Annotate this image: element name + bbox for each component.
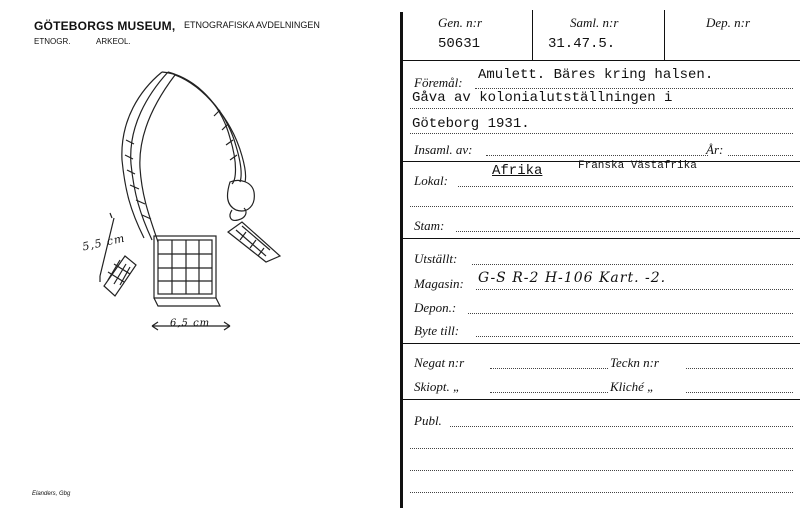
ar-label: År: — [706, 142, 724, 157]
dep-label: Dep. n:r — [706, 15, 751, 30]
measure-width: 6,5 cm — [170, 318, 211, 329]
line-foremal-3 — [410, 133, 793, 134]
magasin-value: G-S R-2 H-106 Kart. -2. — [478, 270, 667, 286]
section-etnogr: ETNOGR. — [34, 37, 71, 46]
kliche-label: Kliché „ — [610, 379, 655, 394]
foremal-line-1: Amulett. Bäres kring halsen. — [478, 67, 714, 83]
depon-label: Depon.: — [414, 300, 457, 315]
line-teckn — [686, 368, 793, 369]
teckn-label: Teckn n:r — [610, 355, 659, 370]
section-arkeol: ARKEOL. — [96, 37, 131, 46]
foremal-line-3: Göteborg 1931. — [412, 116, 530, 132]
line-foremal-2 — [410, 108, 793, 109]
utstallt-label: Utställt: — [414, 251, 458, 266]
section-rule-3 — [403, 343, 800, 344]
line-stam — [456, 231, 793, 232]
department-name: ETNOGRAFISKA AVDELNINGEN — [184, 20, 320, 30]
line-publ-3 — [410, 470, 793, 471]
gen-value: 50631 — [438, 36, 481, 52]
line-foremal-1 — [475, 88, 793, 89]
publ-label: Publ. — [414, 413, 442, 428]
center-pendant — [154, 236, 216, 298]
line-ar — [728, 155, 793, 156]
amulet-sketch — [70, 60, 300, 350]
section-rule-2 — [403, 238, 800, 239]
line-utstallt — [472, 264, 793, 265]
lokal-value: Afrika — [492, 163, 543, 179]
line-depon — [468, 313, 793, 314]
cell-divider-2 — [664, 10, 665, 60]
line-publ-2 — [410, 448, 793, 449]
line-lokal-2 — [410, 206, 793, 207]
line-negat — [490, 368, 608, 369]
left-pendant — [104, 256, 136, 296]
line-publ-4 — [410, 492, 793, 493]
line-kliche — [686, 392, 793, 393]
gen-label: Gen. n:r — [438, 15, 483, 30]
lokal-extra: Franska Västafrika — [578, 160, 697, 172]
header-rule — [403, 60, 800, 61]
byte-label: Byte till: — [414, 323, 460, 338]
cord-left-1 — [122, 72, 162, 238]
line-byte — [476, 336, 793, 337]
line-insaml — [486, 155, 708, 156]
line-lokal — [458, 186, 793, 187]
line-skiopt — [490, 392, 608, 393]
lokal-label: Lokal: — [414, 173, 448, 188]
saml-label: Saml. n:r — [570, 15, 619, 30]
museum-name: GÖTEBORGS MUSEUM, — [34, 19, 176, 33]
stam-label: Stam: — [414, 218, 445, 233]
skiopt-label: Skiopt. „ — [414, 379, 461, 394]
foremal-line-2: Gåva av kolonialutställningen i — [412, 90, 673, 106]
saml-value: 31.47.5. — [548, 36, 616, 52]
insaml-label: Insaml. av: — [414, 142, 473, 157]
line-publ-1 — [450, 426, 793, 427]
line-magasin — [476, 289, 793, 290]
negat-label: Negat n:r — [414, 355, 465, 370]
printer-credit: Elanders, Gbg — [32, 491, 71, 497]
magasin-label: Magasin: — [414, 276, 464, 291]
cell-divider-1 — [532, 10, 533, 60]
foremal-label: Föremål: — [414, 75, 463, 90]
card-left-rule — [400, 12, 403, 508]
section-rule-4 — [403, 399, 800, 400]
bead — [228, 180, 255, 210]
measure-height: 5,5 cm — [81, 231, 127, 254]
